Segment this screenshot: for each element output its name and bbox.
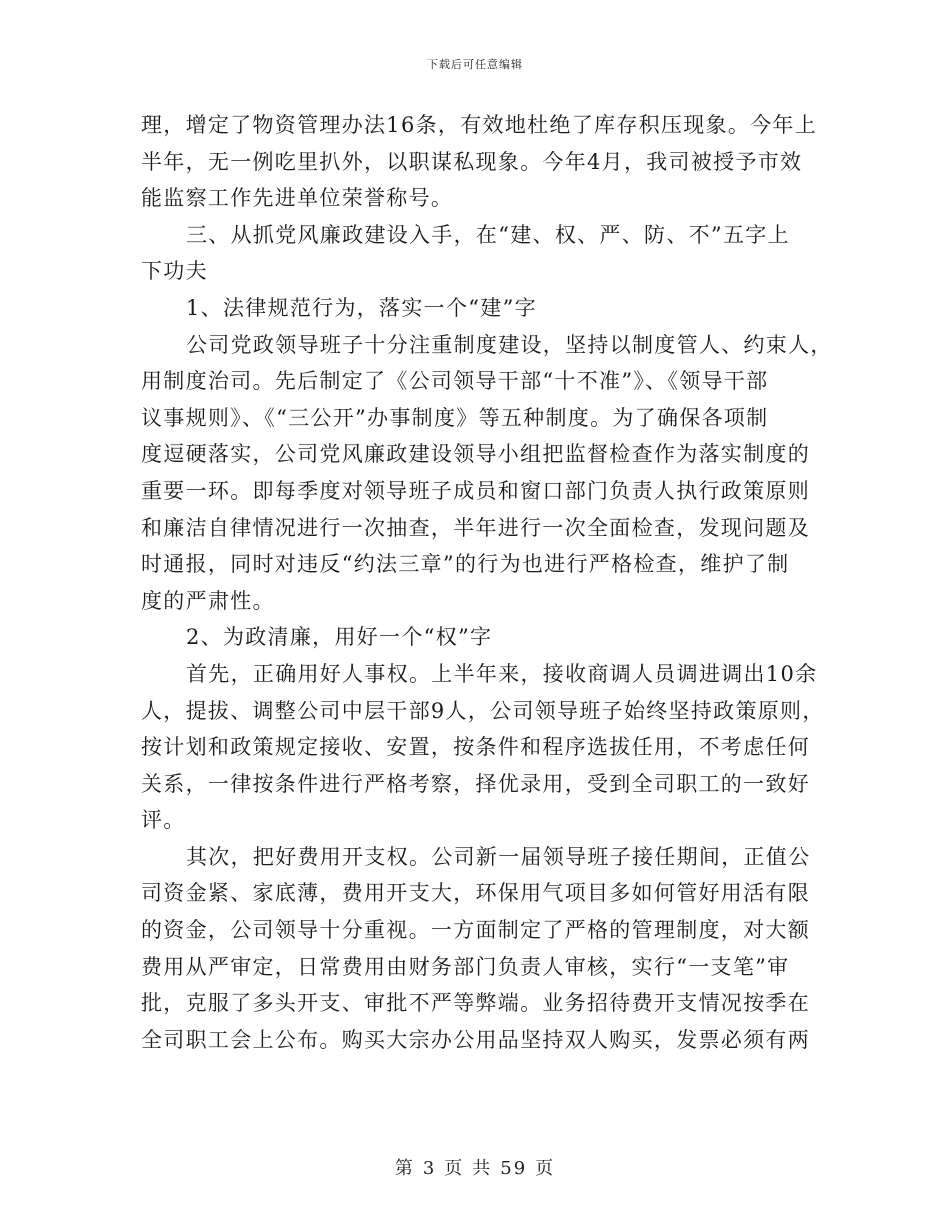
text-line: 按计划和政策规定接收、安置，按条件和程序选拔任用，不考虑任何 (141, 735, 810, 760)
text-line: 时通报，同时对违反“约法三章”的行为也进行严格检查，维护了制 (141, 552, 790, 577)
text-line: 和廉洁自律情况进行一次抽查，半年进行一次全面检查，发现问题及 (141, 515, 810, 540)
text-line: 人，提拔、调整公司中层干部9人，公司领导班子始终坚持政策原则， (141, 698, 825, 723)
text-line: 重要一环。即每季度对领导班子成员和窗口部门负责人执行政策原则 (141, 478, 810, 503)
text-line: 评。 (141, 808, 186, 833)
footer-prefix: 第 (394, 1158, 415, 1179)
footer-total-word: 共 (472, 1158, 493, 1179)
text-line: 理，增定了物资管理办法16条，有效地杜绝了库存积压现象。今年上 (141, 113, 818, 137)
text-line: 度的严肃性。 (141, 588, 275, 613)
text-line: 费用从严审定，日常费用由财务部门负责人审核，实行“一支笔”审 (141, 954, 790, 979)
text-line: 首先，正确用好人事权。上半年来，接收商调人员调进调出10余 (186, 661, 818, 686)
text-line: 用制度治司。先后制定了《公司领导干部“十不准”》、《领导干部 (141, 369, 769, 394)
text-line: 能监察工作先进单位荣誉称号。 (141, 186, 454, 211)
footer-total-pages: 59 (500, 1158, 528, 1179)
text-line: 半年，无一例吃里扒外，以职谋私现象。今年4月，我司被授予市效 (141, 149, 803, 174)
text-line: 度逗硬落实，公司党风廉政建设领导小组把监督检查作为落实制度的 (141, 442, 810, 467)
text-line: 批，克服了多头开支、审批不严等弊端。业务招待费开支情况按季在 (141, 991, 810, 1016)
page-footer (0, 1154, 950, 1180)
footer-suffix: 页 (535, 1158, 556, 1179)
text-line: 议事规则》、《“三公开”办事制度》等五种制度。为了确保各项制 (141, 405, 769, 430)
page-header: 下载后可任意编辑 (427, 58, 523, 71)
text-line: 关系，一律按条件进行严格考察，择优录用，受到全司职工的一致好 (141, 771, 810, 796)
document-body (141, 107, 833, 1058)
text-line: 1、法律规范行为，落实一个“建”字 (186, 295, 537, 320)
text-line: 三、从抓党风廉政建设入手，在“建、权、严、防、不”五字上 (186, 222, 790, 247)
footer-page-number: 3 (422, 1158, 437, 1179)
text-line: 司资金紧、家底薄，费用开支大，环保用气项目多如何管好用活有限 (141, 881, 810, 906)
footer-page-word: 页 (444, 1158, 465, 1179)
text-line: 下功夫 (141, 259, 208, 284)
text-line: 其次，把好费用开支权。公司新一届领导班子接任期间，正值公 (186, 844, 811, 869)
text-line: 的资金，公司领导十分重视。一方面制定了严格的管理制度，对大额 (141, 918, 810, 943)
text-line: 2、为政清廉，用好一个“权”字 (186, 625, 493, 650)
text-line: 全司职工会上公布。购买大宗办公用品坚持双人购买，发票必须有两 (141, 1027, 810, 1052)
text-line: 公司党政领导班子十分注重制度建设，坚持以制度管人、约束人， (186, 332, 833, 357)
